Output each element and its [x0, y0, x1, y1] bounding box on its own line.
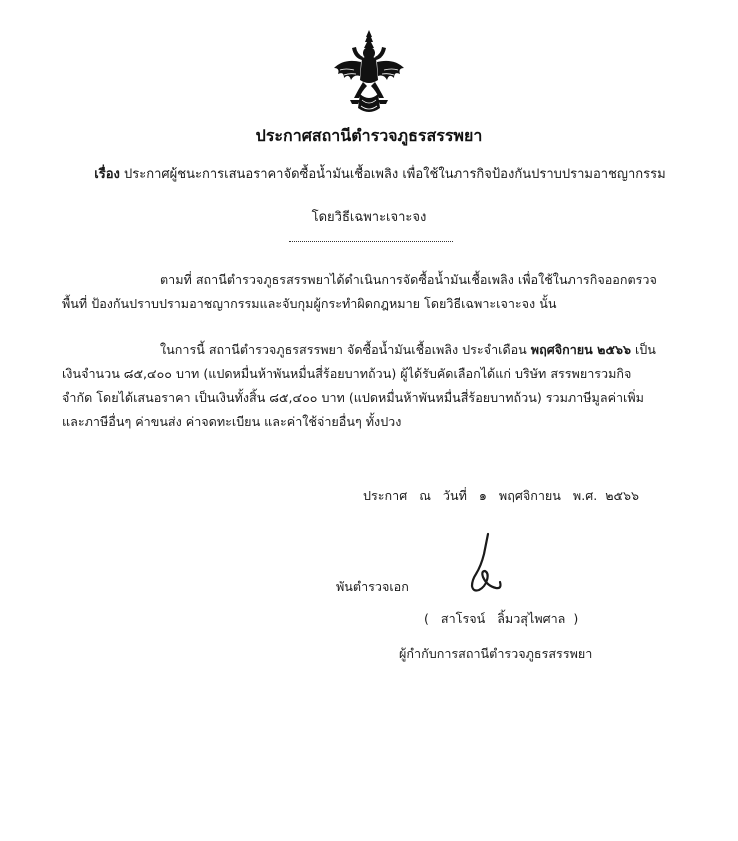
paragraph-line: และภาษีอื่นๆ ค่าขนส่ง ค่าจดทะเบียน และค่าใช้จ่ายอื่นๆ ทั้งปวง	[62, 414, 402, 429]
subject-text: ประกาศผู้ชนะการเสนอราคาจัดซื้อน้ำมันเชื้อเพลิง เพื่อใช้ในภารกิจป้องกันปราบปรามอาชญากรรม	[124, 167, 666, 182]
garuda-emblem-icon	[330, 28, 408, 118]
award-intro: ในการนี้ สถานีตำรวจภูธรสรรพยา จัดซื้อน้ำมันเชื้อเพลิง ประจำเดือน	[160, 342, 531, 357]
announcement-date: ประกาศ ณ วันที่ ๑ พฤศจิกายน พ.ศ. ๒๕๖๖	[363, 488, 640, 503]
paragraph-line: เงินจำนวน ๘๕,๔๐๐ บาท (แปดหมื่นห้าพันหมื่นสี่ร้อยบาทถ้วน) ผู้ได้รับคัดเลือกได้แก่ บริษัท สรรพยารวมกิจ	[62, 366, 632, 381]
paragraph-award	[62, 338, 682, 434]
paragraph-background	[62, 268, 682, 316]
subject-label: เรื่อง	[94, 167, 120, 182]
subject-method: โดยวิธีเฉพาะเจาะจง	[311, 210, 427, 225]
paragraph-line: จำกัด โดยได้เสนอราคา เป็นเงินทั้งสิ้น ๘๕,๔๐๐ บาท (แปดหมื่นห้าพันหมื่นสี่ร้อยบาทถ้วน) รวมภาษีมูลค่าเพิ่ม	[62, 390, 644, 405]
signer-name: ( สาโรจน์ ลิ้มวสุไพศาล )	[424, 611, 579, 626]
subject-line	[60, 166, 700, 183]
dotted-divider	[289, 241, 453, 242]
award-month: พฤศจิกายน ๒๕๖๖	[530, 342, 631, 357]
paragraph-line: พื้นที่ ป้องกันปราบปรามอาชญากรรมและจับกุมผู้กระทำผิดกฎหมาย โดยวิธีเฉพาะเจาะจง นั้น	[62, 296, 557, 311]
signer-position: ผู้กำกับการสถานีตำรวจภูธรสรรพยา	[399, 646, 593, 661]
award-intro-end: เป็น	[631, 342, 656, 357]
document-title: ประกาศสถานีตำรวจภูธรสรรพยา	[255, 126, 483, 145]
handwritten-signature	[462, 530, 510, 598]
paragraph-line	[62, 338, 682, 362]
signer-rank: พันตำรวจเอก	[336, 579, 409, 594]
paragraph-line: ตามที่ สถานีตำรวจภูธรสรรพยาได้ดำเนินการจัดซื้อน้ำมันเชื้อเพลิง เพื่อใช้ในภารกิจออกตรวจ	[160, 272, 657, 287]
